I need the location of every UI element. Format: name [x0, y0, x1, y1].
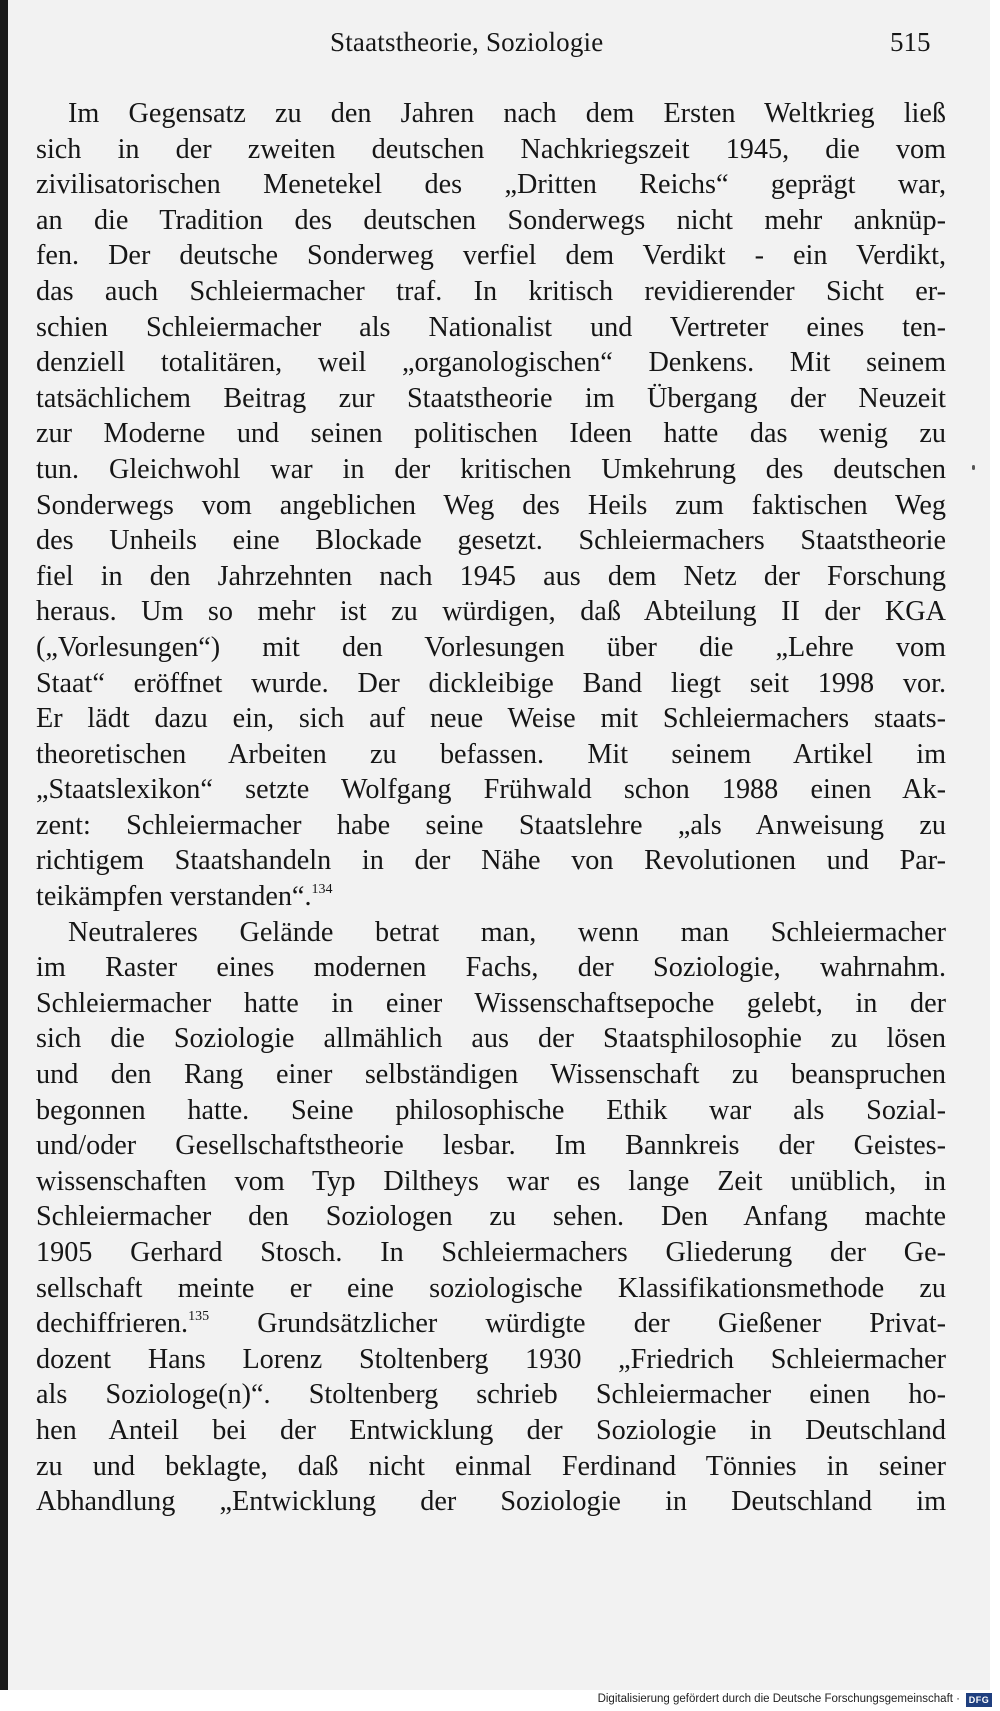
text-line	[36, 879, 946, 915]
text-line: Er lädt dazu ein, sich auf neue Weise mit Schleiermachers staats-	[36, 703, 946, 735]
body-text	[36, 96, 946, 1520]
text-line: Abhandlung „Entwicklung der Soziologie in Deutschland im	[36, 1486, 946, 1518]
text-line: 1905 Gerhard Stosch. In Schleiermachers Gliederung der Ge-	[36, 1237, 946, 1268]
text-line: Schleiermacher den Soziologen zu sehen. Den Anfang machte	[36, 1201, 946, 1233]
dfg-logo: DFG	[966, 1693, 992, 1707]
scan-edge-right	[990, 0, 1000, 1711]
text-line: denziell totalitären, weil „organologischen“ Denkens. Mit seinem	[36, 347, 946, 379]
text-line: zent: Schleiermacher habe seine Staatslehre „als Anweisung zu	[36, 809, 946, 841]
text-line: hen Anteil bei der Entwicklung der Soziologie in Deutschland	[36, 1414, 946, 1446]
text-line: theoretischen Arbeiten zu befassen. Mit seinem Artikel im	[36, 738, 946, 770]
text-line: Im Gegensatz zu den Jahren nach dem Ersten Weltkrieg ließ	[68, 98, 946, 129]
text-line: und/oder Gesellschaftstheorie lesbar. Im Bannkreis der Geistes-	[36, 1130, 946, 1162]
text-line: Neutraleres Gelände betrat man, wenn man Schleiermacher	[68, 916, 946, 948]
text-line: zur Moderne und seinen politischen Ideen hatte das wenig zu	[36, 418, 946, 450]
text-line: schien Schleiermacher als Nationalist und Vertreter eines ten-	[36, 311, 946, 343]
text-line: als Soziologe(n)“. Stoltenberg schrieb Schleiermacher einen ho-	[36, 1379, 946, 1411]
text-line	[36, 1306, 946, 1342]
text-line: zivilisatorischen Menetekel des „Dritten Reichs“ geprägt war,	[36, 169, 946, 201]
text-line: und den Rang einer selbständigen Wissenschaft zu beanspruchen	[36, 1059, 946, 1091]
text-fragment: dechiffrieren.	[36, 1308, 189, 1340]
text-line: begonnen hatte. Seine philosophische Ethik war als Sozial-	[36, 1094, 946, 1126]
margin-speck	[972, 465, 975, 470]
text-line: zu und beklagte, daß nicht einmal Ferdinand Tönnies in seiner	[36, 1450, 946, 1482]
text-line: richtigem Staatshandeln in der Nähe von Revolutionen und Par-	[36, 845, 946, 877]
text-line: Schleiermacher hatte in einer Wissenschaftsepoche gelebt, in der	[36, 987, 946, 1019]
text-line: an die Tradition des deutschen Sonderwegs nicht mehr anknüp-	[36, 204, 946, 236]
text-line: sich die Soziologie allmählich aus der Staatsphilosophie zu lösen	[36, 1023, 946, 1055]
running-head-title: Staatstheorie, Soziologie	[330, 27, 604, 57]
text-line: im Raster eines modernen Fachs, der Soziologie, wahrnahm.	[36, 952, 946, 984]
text-line: Sonderwegs vom angeblichen Weg des Heils zum faktischen Weg	[36, 489, 946, 521]
text-fragment: Grundsätzlicher würdigte der Gießener Privat-	[209, 1308, 946, 1340]
digitization-footer	[0, 1690, 1000, 1711]
text-line: des Unheils eine Blockade gesetzt. Schleiermachers Staatstheorie	[36, 525, 946, 557]
text-line: fen. Der deutsche Sonderweg verfiel dem Verdikt - ein Verdikt,	[36, 240, 946, 272]
text-fragment: teikämpfen verstanden“.	[36, 881, 312, 913]
text-line: tatsächlichem Beitrag zur Staatstheorie im Übergang der Neuzeit	[36, 382, 946, 414]
scan-edge-left	[0, 0, 8, 1711]
text-line: „Staatslexikon“ setzte Wolfgang Frühwald schon 1988 einen Ak-	[36, 774, 946, 806]
text-line: sellschaft meinte er eine soziologische Klassifikationsmethode zu	[36, 1272, 946, 1304]
text-line: heraus. Um so mehr ist zu würdigen, daß Abteilung II der KGA	[36, 596, 946, 628]
page-number: 515	[890, 27, 931, 57]
text-line: wissenschaften vom Typ Diltheys war es lange Zeit unüblich, in	[36, 1165, 946, 1197]
text-line: dozent Hans Lorenz Stoltenberg 1930 „Friedrich Schleiermacher	[36, 1343, 946, 1375]
funding-credit: Digitalisierung gefördert durch die Deutsche Forschungsgemeinschaft ·	[597, 1693, 960, 1705]
text-line: fiel in den Jahrzehnten nach 1945 aus dem Netz der Forschung	[36, 560, 946, 592]
text-line: tun. Gleichwohl war in der kritischen Umkehrung des deutschen	[36, 453, 946, 485]
footnote-marker-135: 135	[188, 1309, 210, 1325]
footnote-marker-134: 134	[311, 882, 333, 898]
text-line: das auch Schleiermacher traf. In kritisch revidierender Sicht er-	[36, 275, 946, 307]
text-line: („Vorlesungen“) mit den Vorlesungen über die „Lehre vom	[36, 631, 946, 663]
text-line: Staat“ eröffnet wurde. Der dickleibige Band liegt seit 1998 vor.	[36, 667, 946, 699]
text-line: sich in der zweiten deutschen Nachkriegszeit 1945, die vom	[36, 133, 946, 165]
